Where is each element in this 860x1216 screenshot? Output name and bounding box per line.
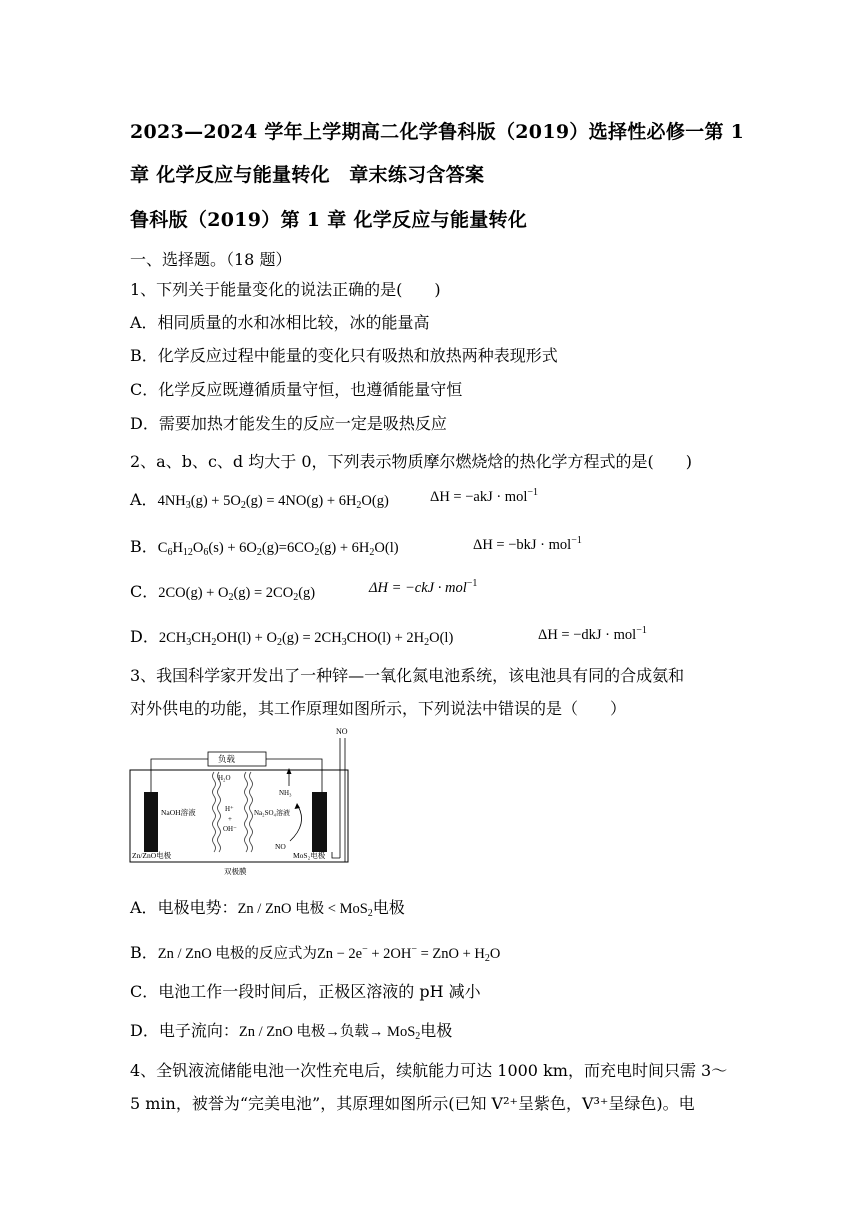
q2-option-b-label: B．	[130, 537, 158, 556]
q2-dh-c: ΔH = −ckJ · mol$^{-1}$	[369, 578, 478, 596]
q2-option-c-label: C．	[130, 582, 159, 601]
q3-stem-line-1: 3、我国科学家开发出了一种锌—一氧化氮电池系统，该电池具有同的合成氨和	[130, 666, 685, 685]
no-label: NO	[275, 842, 286, 851]
q1-stem: 1、下列关于能量变化的说法正确的是( )	[130, 280, 441, 299]
q3-option-b: B．Zn / ZnO 电极的反应式为Zn − 2e− + 2OH− = ZnO + $H_2O$	[130, 943, 501, 964]
water-label: H₂O	[218, 774, 231, 782]
q2-stem: 2、a、b、c、d 均大于 0，下列表示物质摩尔燃烧焓的热化学方程式的是( )	[130, 452, 693, 471]
hydroxide-ion-label: OH⁻	[223, 825, 237, 833]
q2-option-d-label: D．	[130, 627, 159, 646]
q2-dh-b: ΔH = −bkJ · mol$^{-1}$	[473, 535, 582, 553]
q2-equation-b: $C_6H_{12}O_6(s) + 6O_2(g)=6CO_2(g) + 6H_2O(l)$	[157, 540, 399, 558]
q2-option-a	[130, 487, 389, 510]
q1-option-c: C．化学反应既遵循质量守恒，也遵循能量守恒	[130, 380, 463, 399]
naoh-solution-label: NaOH溶液	[161, 808, 196, 817]
q2-option-b	[130, 534, 399, 557]
load-label: 负载	[218, 754, 236, 764]
q3-option-d: D．电子流向：Zn / ZnO 电极→负载→ MoS$_2$电极	[130, 1021, 453, 1042]
doc-subtitle: 鲁科版（2019）第 1 章 化学反应与能量转化	[130, 209, 528, 231]
zn-zno-electrode-label: Zn/ZnO电极	[132, 851, 172, 860]
plus-sign: +	[228, 815, 232, 823]
ammonia-label: NH₃	[279, 789, 292, 797]
q2-equation-d: $2CH_3CH_2OH(l) + O_2(g) = 2CH_3CHO(l) + 2H_2O(l)$	[158, 630, 454, 648]
q3-option-a: A．电极电势：Zn / ZnO 电极 < MoS$_2$电极	[130, 898, 405, 919]
section-heading: 一、选择题。（18 题）	[130, 250, 292, 269]
na2so4-solution-label: Na₂SO₄溶液	[254, 809, 290, 817]
q4-stem-line-1: 4、全钒液流储能电池一次性充电后，续航能力可达 1000 km，而充电时间只需 3～	[130, 1061, 728, 1080]
q2-equation-c: $2CO(g) + O_2(g) = 2CO_2(g)$	[158, 585, 316, 603]
q2-dh-d: ΔH = −dkJ · mol$^{-1}$	[538, 625, 647, 643]
q3-option-c: C．电池工作一段时间后，正极区溶液的 pH 减小	[130, 982, 481, 1001]
q3-stem-line-2: 对外供电的功能，其工作原理如图所示，下列说法中错误的是（ ）	[130, 699, 627, 718]
q1-option-a: A．相同质量的水和冰相比较，冰的能量高	[130, 313, 430, 332]
q3-b-equation: Zn − 2e− + 2OH− = ZnO + $H_2O$	[316, 944, 501, 964]
doc-title-line-1: 2023—2024 学年上学期高二化学鲁科版（2019）选择性必修一第 1	[130, 121, 745, 143]
zn-no-battery-diagram	[128, 724, 378, 880]
q2-equation-a: $4NH_3(g) + 5O_2(g) = 4NO(g) + 6H_2O(g)$	[157, 493, 389, 511]
doc-title-line-2: 章 化学反应与能量转化 章末练习含答案	[130, 164, 485, 186]
q1-option-b: B．化学反应过程中能量的变化只有吸热和放热两种表现形式	[130, 346, 558, 365]
no-inlet-label: NO	[336, 727, 348, 736]
hydrogen-ion-label: H⁺	[225, 805, 234, 813]
q2-option-d	[130, 624, 453, 647]
q2-dh-a: ΔH = −akJ · mol$^{-1}$	[430, 487, 539, 505]
q1-option-d: D．需要加热才能发生的反应一定是吸热反应	[130, 414, 447, 433]
q4-stem-line-2: 5 min，被誉为“完美电池”，其原理如图所示(已知 V²⁺呈紫色，V³⁺呈绿色)。电	[130, 1094, 695, 1113]
q2-option-c	[130, 579, 315, 602]
q2-option-a-label: A．	[130, 490, 158, 509]
bipolar-membrane-label: 双极膜	[224, 867, 247, 876]
mos2-electrode-label: MoS₂电极	[293, 851, 326, 860]
